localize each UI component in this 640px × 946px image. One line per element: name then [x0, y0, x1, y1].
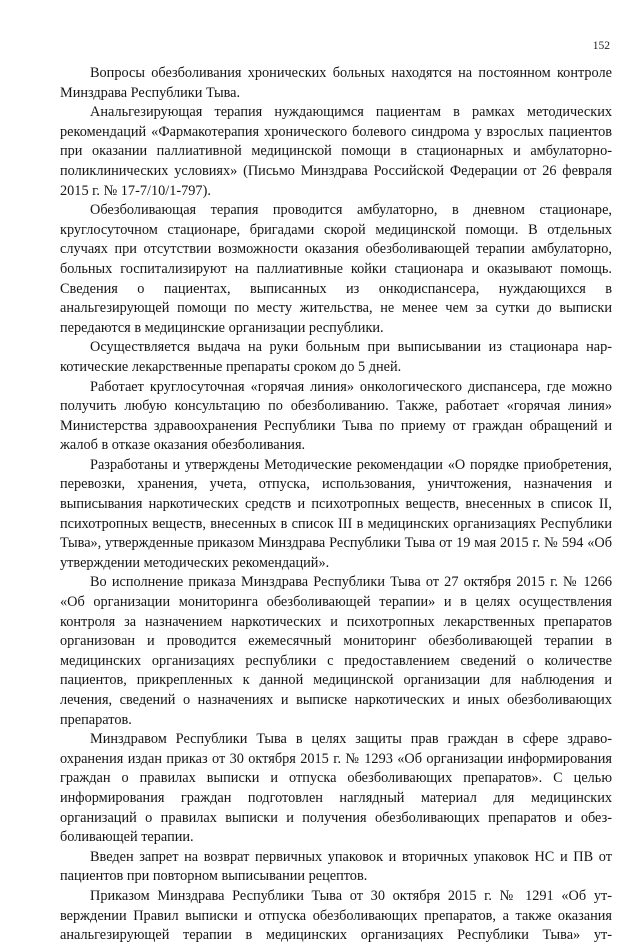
page-number: 152: [592, 40, 610, 52]
paragraph-discharge-supply: Осуществляется выдача на руки больным при выписывании из стационара наркотические лекарственные препараты сроком до 5 дней.: [60, 339, 612, 375]
paragraph-analgesic-therapy: Анальгезирующая терапия нуждающимся пациентам в рамках методических рекомендаций «Фармакотерапия хронического болевого синдрома у взрослых пациентов при оказании паллиативной медицинской помощи в стационарных и амбулаторно-поликлинических условиях» (Письмо Минздрава Российской Федерации от 26 февраля 2015 г. № 17-7/10/1-797).: [60, 104, 612, 199]
paragraph-monitoring-order: Во исполнение приказа Минздрава Республики Тыва от 27 октября 2015 г. № 1266 «Об организации мониторинга обезболивающей терапии» и в целях осуществления контроля за назначением наркотических и психотропных лекарственных препаратов организован и проводится ежемесячный мониторинг обезболивающей терапии в медицинских организациях республики с предоставлением сведений о количестве пациентов, прикрепленных к данной медицинской организации для наблюдения и лечения, сведений о назначениях и выписке наркотических и иных обезболивающих препаратов.: [60, 574, 612, 728]
paragraph-methodical-recommendations: Разработаны и утверждены Методические рекомендации «О порядке приобретения, перевозки, хранения, учета, отпуска, использования, уничтожения, назначения и выписывания наркотических средств и психотропных веществ, внесенных в список II, психотропных веществ, внесенных в список III в медицинских организациях Республики Тыва», утвержденные приказом Минздрава Республики Тыва от 19 мая 2015 г. № 594 «Об утверждении методических рекомендаций».: [60, 456, 612, 571]
paragraph-pain-relief-control: Вопросы обезболивания хронических больных находятся на постоянном контроле Минздрава Республики Тыва.: [60, 65, 612, 101]
paragraph-rules-order: Приказом Минздрава Республики Тыва от 30 октября 2015 г. № 1291 «Об утверждении Правил выписки и отпуска обезболивающих препаратов, а также оказания анальгезирующей терапии в медицинских организациях Республики Тыва» ут-: [60, 887, 612, 944]
paragraph-hotline: Работает круглосуточная «горячая линия» онкологического диспансера, где можно получить любую консультацию по обезболиванию. Также, работает «горячая линия» Министерства здравоохранения Республики Тыва по приему от граждан обращений и жалоб в отказе оказания обезболивания.: [60, 378, 612, 454]
paragraph-citizen-rights: Минздравом Республики Тыва в целях защиты прав граждан в сфере здравоохранения издан приказ от 30 октября 2015 г. № 1293 «Об организации информирования граждан о правилах выписки и отпуска обезболивающих препаратов». С целью информирования граждан подготовлен наглядный материал для медицинских организаций о правилах выписки и получения обезболивающих препаратов и обезболивающей терапии.: [60, 731, 612, 846]
document-body: [60, 64, 612, 946]
paragraph-therapy-settings: Обезболивающая терапия проводится амбулаторно, в дневном стационаре, круглосуточном стационаре, бригадами скорой медицинской помощи. В отдельных случаях при отсутствии возможности оказания обезболивающей терапии амбулаторно, больных госпитализируют на паллиативные койки стационара и оказывают помощь. Сведения о пациентах, выписанных из онкодиспансера, нуждающихся в анальгезирующей помощи по месту жительства, не менее чем за сутки до выписки передаются в медицинские организации республики.: [60, 202, 612, 336]
paragraph-packaging-ban: Введен запрет на возврат первичных упаковок и вторичных упаковок НС и ПВ от пациентов при повторном выписывании рецептов.: [60, 848, 612, 885]
